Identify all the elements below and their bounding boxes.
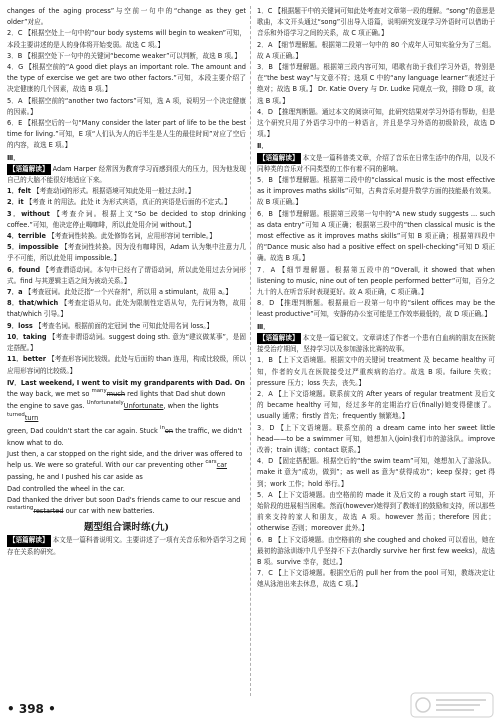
- passage-tag: 【语篇解读】: [257, 333, 301, 344]
- right-text: 8．D 【推理判断题。根据最后一段第一句中的“silent offices may be the least productive”可知，安静的办公室可能是工作效率最低的，故 D 项正确。】: [257, 299, 495, 319]
- passage-tag: 【语篇解读】: [7, 535, 51, 546]
- right-text: 7．A 【细节理解题。根据第五段中的“Overall, it showed that when listening to music, nine out of ten people performed better”可知，百分之九十的人在听音乐时表现更好。故 A 项正确，C 项正确。】: [257, 265, 495, 297]
- answer-line: 8．that/which 【考查定语从句。此处为限制性定语从句，先行词为物，故用 that/which 引导。】: [7, 299, 246, 319]
- passage-summary: 【语篇解读】 本文是一篇记叙文。文章讲述了作者一个患有白血病的朋友在医院接受治疗期间，坚持学习以及参加游泳比赛的故事。: [257, 333, 495, 354]
- answer-line: 1．felt 【考查动词的形式。根据语境可知此处用一般过去时。】: [7, 187, 195, 196]
- right-text: 4．D 【推理判断题。通过本文的阅读可知，此研究结果对学习外语有帮助，但是这个研究只用了外语学习中的一种语言，并且是学习外语的初级阶段，故选 D 项。】: [257, 107, 495, 139]
- answer-line: 10．taking 【考查非谓语动词。suggest doing sth. 意为“建议做某事”，是固定搭配。】: [7, 332, 246, 353]
- passage-tag: 【语篇解读】: [257, 153, 301, 164]
- correction-line: Dad controlled the wheel in the car.: [7, 484, 125, 493]
- answer-line: 7．a 【考查冠词。此处泛指“一个兴奋剂”，所以用 a stimulant，故用 a。】: [7, 288, 232, 297]
- section-marker: Ⅳ．Last weekend, I went to visit my grandparents with Dad. On: [7, 378, 245, 387]
- passage-summary: 【语篇解读】 Adam Harper 经常因为教育学习而感到很大的压力，因为他发现自己的大脑不能很好地适应下来。: [7, 164, 246, 185]
- left-text: 4．G 【根据空前的“A good diet plays an important role. The amount and the type of exercise we get are two other factors.”可知，本段主要介绍了决定健康的几个因素，故选 B 项。】: [7, 63, 246, 94]
- right-text: 5．A 【上下文语境题。由空格前的 made it 及后文的 a rough start 可知，开始阶段的进展相当困难。然而(however)她得到了教练们的鼓励和支持，所以那些前来支持的家人和朋友，故选 A 项。however 然而；therefore 因此；otherwise 否则；moreover 此外。】: [257, 490, 495, 533]
- correction-line: Just then, a car stopped on the right side, and the driver was offered to help us. We were so grateful. With our car preventing other $^{cars}$car passing, he and I pushed his car aside as: [7, 449, 243, 482]
- left-column: [7, 6, 246, 558]
- correction-line: the way back, we met so $^{many}$much red lights that Dad shut down: [7, 387, 226, 398]
- right-text: 6．B 【上下文语境题。由空格前的 she coughed and choked 可以看出，她在最初的游泳训练中几乎坚持不下去(hardly survive her first few weeks)，故选 B 项。survive 幸存，挺过。】: [257, 535, 495, 566]
- correction-line: the engine to save gas. $^{Unfortunately}$Unfortunate, when the lights $^{turned}$turn: [7, 400, 219, 423]
- right-text: 3．D 【上下文语境题。联系空前的 a dream came into her sweet little head——to be a swimmer 可知，她想加入(join)我们市的游泳队。improve 改善；train 训练；contact 联系。】: [257, 423, 495, 454]
- right-column: [257, 6, 495, 591]
- passage-summary: 【语篇解读】 本文是一篇科普说明文。主要讲述了一项有关音乐和外语学习之间存在关系的研究。: [7, 536, 246, 556]
- section-marker: Ⅱ．: [257, 142, 268, 151]
- left-text: 6．E 【根据空后的一句“Many consider the later part of life to be the best time for living.”可知，E 项“人们认为人的后半生是人生的最佳时间”对应了空后的内容，故选 E 项。】: [7, 119, 246, 150]
- correction-line: green, Dad couldn't start the car again. Stuck $^{in}$on the traffic, we didn't know what to do.: [7, 424, 242, 447]
- answer-line: 2．it 【考查 it 的用法。此处 it 为形式宾语，真正的宾语是后面的不定式。】: [7, 198, 231, 207]
- right-text: 4．D 【固定搭配题。根据空后的“the swim team”可知，她想加入了游泳队。make it 意为“成功，做到”；as well as 意为“获得成功”；keep 保持；get 得到；work 工作；hold 举行。】: [257, 457, 495, 488]
- answer-line: 11．better 【考查形容词比较级。此处与后面的 than 连用，构成比较级，所以应用形容词的比较级。】: [7, 355, 246, 375]
- answer-line: 3．without 【考查介词。根据上文“So be decided to stop drinking coffee.”可知，他决定停止喝咖啡，所以此处用介词 without。】: [7, 209, 246, 229]
- section-marker: Ⅲ．: [257, 322, 270, 331]
- section-marker: Ⅲ．: [7, 153, 20, 162]
- right-text: 2．A 【上下文语境题。联系前文的 After years of regular treatment 及后文的 became healthy 可知，经过多年的定期治疗后(finally)她变得健康了。usually 通常；firstly 首先；frequently 频繁地。】: [257, 389, 495, 421]
- left-text: 5．A 【根据空前的“another two factors”可知，选 A 项，说明另一个决定健康的因素。】: [7, 96, 246, 116]
- passage-summary: 【语篇解读】 本文是一篇科普类文章，介绍了音乐在日常生活中的作用，以及不同种类的音乐对不同类型的工作有着不同的影响。: [257, 153, 495, 173]
- correction-line: Dad thanked the driver but soon Dad's friends came to our rescue and $^{restarting}$restarted our car with new batteries.: [7, 495, 241, 515]
- left-text: 2．C 【根据空处上一句中的“our body systems will begin to weaken”可知，本段主要讲述的是人的身体将开始变弱。故选 C 项。】: [7, 29, 246, 49]
- right-text: 3．B 【细节理解题。根据第三段内容可知，唱歌有助于我们学习外语，特别是在“the best way”与文意不符；选项 C 中的“any language learner”表述过于绝对；故选 B 项。】 Dr. Katie Overy 与 Dr. Ludke 同观点一致，排除 D 项，故选 B 项。】: [257, 63, 495, 105]
- answer-line: 6．found 【考查谓语动词。本句中已经有了谓语动词，所以此处用过去分词形式。find 与其逻辑主语之间为被动关系。】: [7, 265, 246, 285]
- right-text: 6．B 【细节理解题。根据第三段第一句中的“A new study suggests ... such as data entry”可知 A 项正确；根据第三段中的“then classical music is the most effective as it improves maths skills”可知 B 项正确；根据第四段中的“Dance music also had a positive effect on spell-checking”可知 D 项正确。故选 B 项。】: [257, 209, 495, 263]
- right-text: 1．B 【上下文语境题。根据文中的关键词 treatment 及 became healthy 可知，作者的女儿在医院接受过严重疾病的治疗。故选 B 项。failure 失败；pressure 压力；loss 失去，丧失。】: [257, 356, 495, 387]
- section-heading: 题型组合课时练(九): [84, 522, 169, 534]
- passage-tag: 【语篇解读】: [7, 164, 51, 175]
- right-text: 5．B 【细节理解题。根据第二段中的“classical music is the most effective as it improves maths skills”可知，古典音乐对提升数学方面的技能最有效果。故 B 项正确。】: [257, 176, 495, 207]
- left-text: changes of the aging process”与空前一句中的“change as they get older”对应。: [7, 7, 246, 27]
- right-text: 2．A 【细节理解题。根据第二段第一句中的 80 个成年人可知实验分为了三组。故 A 项正确。】: [257, 40, 495, 60]
- watermark-logo-icon: [410, 692, 494, 718]
- page-number: • 398 •: [7, 702, 56, 716]
- answer-line: 9．loss 【考查名词。根据前面的定冠词 the 可知此处用名词 loss。】: [7, 321, 214, 330]
- right-text: 1．C 【根据题干中的关键词可知此处考查对文章第一段的理解。“song”的意思是歌曲，本文开头通过“song”引出导入语篇，说明研究发现学习外语时可以借助于音乐和外语学习之间的关系，故 C 项正确。】: [257, 7, 495, 38]
- answer-line: 4．terrible 【考查词性转换。此处修饰名词，应用形容词 terrible。】: [7, 232, 216, 241]
- right-text: 7．C 【上下文语境题。根据空后的 pull her from the pool 可知，教练决定让她从泳池出来去休息，故选 C 项。】: [257, 569, 495, 589]
- answer-line: 5．impossible 【考查词性转换。因为没有咖啡因，Adam 认为集中注意力几乎不可能，所以此处用 impossible。】: [7, 243, 247, 263]
- column-divider: [250, 6, 251, 696]
- left-text: 3．B 【根据空处下一句中的关键词“become weaker”可以判断，故选 B 项。】: [7, 51, 241, 60]
